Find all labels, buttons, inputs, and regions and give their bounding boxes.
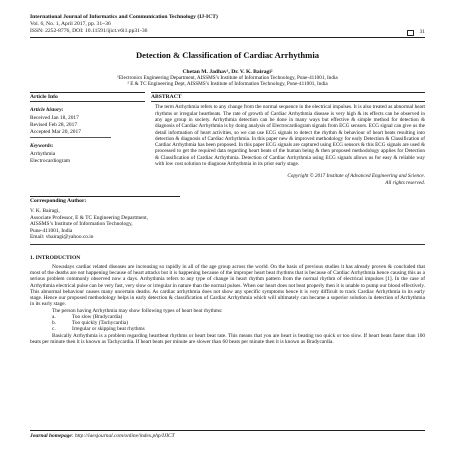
intro-paragraph-2: The person having Arrhythmia may show following types of heart beat rhythms:: [52, 307, 223, 314]
affiliation-2: ² E & TC Engineering Dept, AISSMS’s Institute of Information Technology, Pune-411001, India: [127, 81, 328, 88]
author-position: Associate Professor, E & TC Engineering Department,: [30, 214, 148, 221]
keywords-label: Keywords:: [30, 143, 54, 150]
article-info-heading: Article Info: [30, 92, 145, 102]
history-received: Received Jan 18, 2017: [30, 115, 79, 122]
list-item: c. Irregular or skipping beat rhythms: [52, 326, 145, 333]
header-rule: [30, 37, 425, 38]
footer-label: Journal homepage: [30, 433, 72, 439]
keyword: Arrhythmia: [30, 151, 56, 158]
corresponding-author: [30, 196, 180, 241]
paper-title: Detection & Classification of Cardiac Arrhythmia: [135, 50, 320, 60]
page-footer: [30, 430, 425, 439]
keyword: Electrocardiogram: [30, 157, 71, 164]
history-revised: Revised Feb 28, 2017: [30, 122, 78, 128]
article-info-column: [30, 92, 151, 186]
journal-issn: ISSN: 2252-8776, DOI: 10.11591/ijict.v6i1.pp31-36: [30, 28, 148, 34]
history-accepted: Accepted Mar 20, 2017: [30, 128, 81, 135]
abstract-text: The term Arrhythmia refers to any change from the normal sequence in the electrical impulses. It is also treated as abnormal heart rhythms or irregular heartbeats. The rate of growth of Cardiac Arrhythmia disease is very high & its effects can be observed in any age group in society. Arrhythmia detection can be done in many ways but effective & simple method for detection & diagnosis of Cardiac Arrhythmia is by doing analysis of Electrocardiogram signals from ECG sensors. ECG signal can give us the detail information of heart activities, so we can use ECG signals to detect the rhythm & behaviour of heart beats resulting into detection & diagnosis of Cardiac Arrhythmia. In this paper new & improved methodology for early Detection & Classification of Cardiac Arrhythmia has been proposed. In this paper ECG signals are captured using ECG sensors & this ECG signals are used & processed to get the required data regarding heart beats of the human being & then proposed methodology applies for Detection & Classification of Cardiac Arrhythmia. Detection of Cardiac Arrhythmia using ECG signals allows us for easy & reliable way with low cost solution to diagnose Arrhythmia in its prior early stage.: [155, 104, 425, 168]
affiliation-1: ¹Electronics Engineering Department, AISSMS’s Institute of Information Technology, Pune-411001, India: [117, 75, 338, 81]
intro-paragraph-1: Nowadays cardiac related diseases are increasing so rapidly in all of the age group across the world. On the basis of previous studies it has already proven & concluded that most of the deaths are not happening because of heart attacks but it is happening because of the improper heart beat rhythms that is because of Cardiac Arrhythmia hence causing this as a serious problem commonly observed now a days. Arrhythmia refers to any type of change in heart rhythm pattern from the normal rhythm of electrical impulses [1]. In the case of Arrhythmia electrical pulse can be very fast, very slow or irregular in nature than the normal pulses. When our heart does not beat properly then it is unable to pump our blood effectively. This abnormal behaviour causes many uncertain deaths. As cardiac arrhythmia does not show any specific symptoms hence it is very difficult to track Cardiac Arrhythmia in its early stage. Hence our proposed methodology helps in early detection & classification of Cardiac Arrhythmia which will ultimately can became a superior solution in detection of Arrhythmia in its early stage.: [30, 263, 425, 308]
introduction-heading: 1. INTRODUCTION: [30, 254, 81, 261]
journal-name: International Journal of Informatics and Communication Technology (IJ-ICT): [30, 14, 218, 20]
copyright-line: Copyright © 2017 Institute of Advanced Engineering and Science.: [287, 173, 425, 180]
rhythm-list: [30, 314, 425, 333]
divider: [30, 137, 111, 138]
author-institute: AISSMS’s Institute of Information Technology,: [30, 221, 133, 228]
intro-paragraph-3: Basically Arrhythmia is a problem regarding heartbeat rhythms or heart beat rate. This means that you are heart is beating too quick or too slow. If heart beats faster than 100 beats per minute then it is known as Tachycardia. If heart beats per minute are slower than 60 beats per minute then it is known as Bradycardia.: [30, 332, 425, 345]
article-history-label: Article history:: [30, 107, 64, 114]
author-name: V. K. Bairagi,: [30, 207, 60, 214]
paper-page: [30, 14, 425, 345]
list-item: b. Too quickly (Tachycardia): [52, 320, 129, 327]
abstract-heading: ABSTRACT: [151, 92, 425, 102]
abstract-column: [151, 92, 425, 186]
paper-authors: Chetan M. Jadhav¹, Dr. V. K. Bairagi²: [182, 69, 273, 75]
corresponding-heading: Corresponding Author:: [30, 196, 180, 205]
author-city: Pune-411001, India: [30, 227, 73, 234]
journal-homepage-link[interactable]: : http://iaesjournal.com/online/index.php/IJICT: [71, 433, 175, 439]
page-number: 31: [419, 28, 425, 35]
journal-volume: Vol. 6, No. 1, April 2017, pp. 31~36: [30, 21, 111, 27]
lock-icon: [407, 30, 414, 36]
list-item: a. Too slow (Bradycardia): [52, 313, 123, 320]
section-rule: [30, 244, 425, 245]
rights-line: All rights reserved.: [385, 179, 425, 186]
author-email: Email: vbairagi@yahoo.co.in: [30, 234, 94, 241]
